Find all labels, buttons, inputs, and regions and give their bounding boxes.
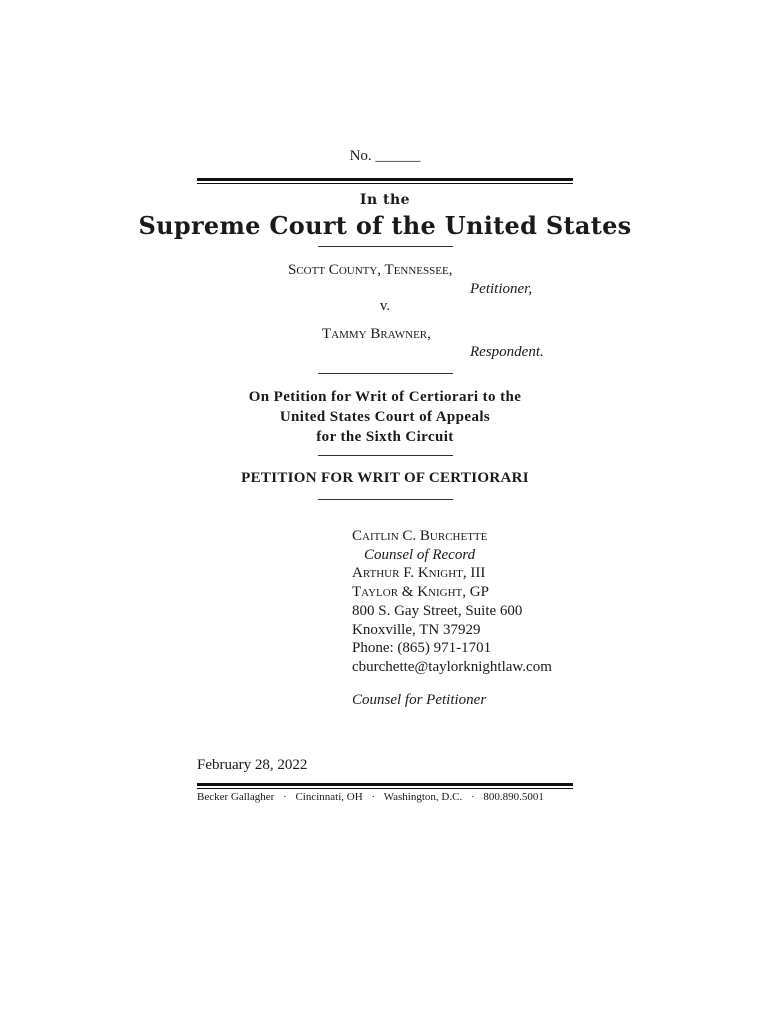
counsel-for-petitioner: Counsel for Petitioner [352,692,487,708]
footer-city: Cincinnati, OH [295,791,363,803]
divider [318,373,453,374]
footer-phone: 800.890.5001 [483,791,544,803]
street-address: 800 S. Gay Street, Suite 600 [352,602,523,619]
court-name: Supreme Court of the United States [138,211,632,240]
respondent-role: Respondent. [470,344,544,360]
printer-name: Becker Gallagher [197,791,275,803]
certiorari-line: United States Court of Appeals [279,409,491,425]
certiorari-caption [0,387,770,447]
petitioner-role: Petitioner, [470,281,533,297]
divider [318,246,453,247]
printer-footer [197,791,573,803]
email-address: cburchette@taylorknightlaw.com [352,658,552,675]
counsel-of-record: Counsel of Record [364,546,476,563]
document-title: PETITION FOR WRIT OF CERTIORARI [241,470,529,486]
footer-city: Washington, D.C. [383,791,463,803]
phone-number: Phone: (865) 971-1701 [352,640,492,657]
petitioner-name: Scott County, Tennessee, [288,262,453,278]
top-double-rule [197,178,573,184]
divider [318,499,453,500]
certiorari-line: for the Sixth Circuit [316,429,454,445]
city-address: Knoxville, TN 37929 [352,621,481,638]
footer-separator: · [470,791,475,803]
filing-date: February 28, 2022 [197,757,308,773]
counsel-block [352,527,552,677]
docket-number: No. ______ [349,148,421,164]
footer-separator: · [283,791,287,803]
divider [318,455,453,456]
respondent-name: Tammy Brawner, [322,326,431,342]
certiorari-line: On Petition for Writ of Certiorari to the [248,389,522,405]
law-firm: Taylor & Knight, GP [352,584,489,601]
in-the-heading: In the [359,192,411,208]
footer-separator: · [371,791,376,803]
bottom-double-rule [197,783,573,789]
counsel-name: Arthur F. Knight, III [352,565,486,582]
versus: v. [379,298,391,314]
counsel-name: Caitlin C. Burchette [352,528,488,544]
